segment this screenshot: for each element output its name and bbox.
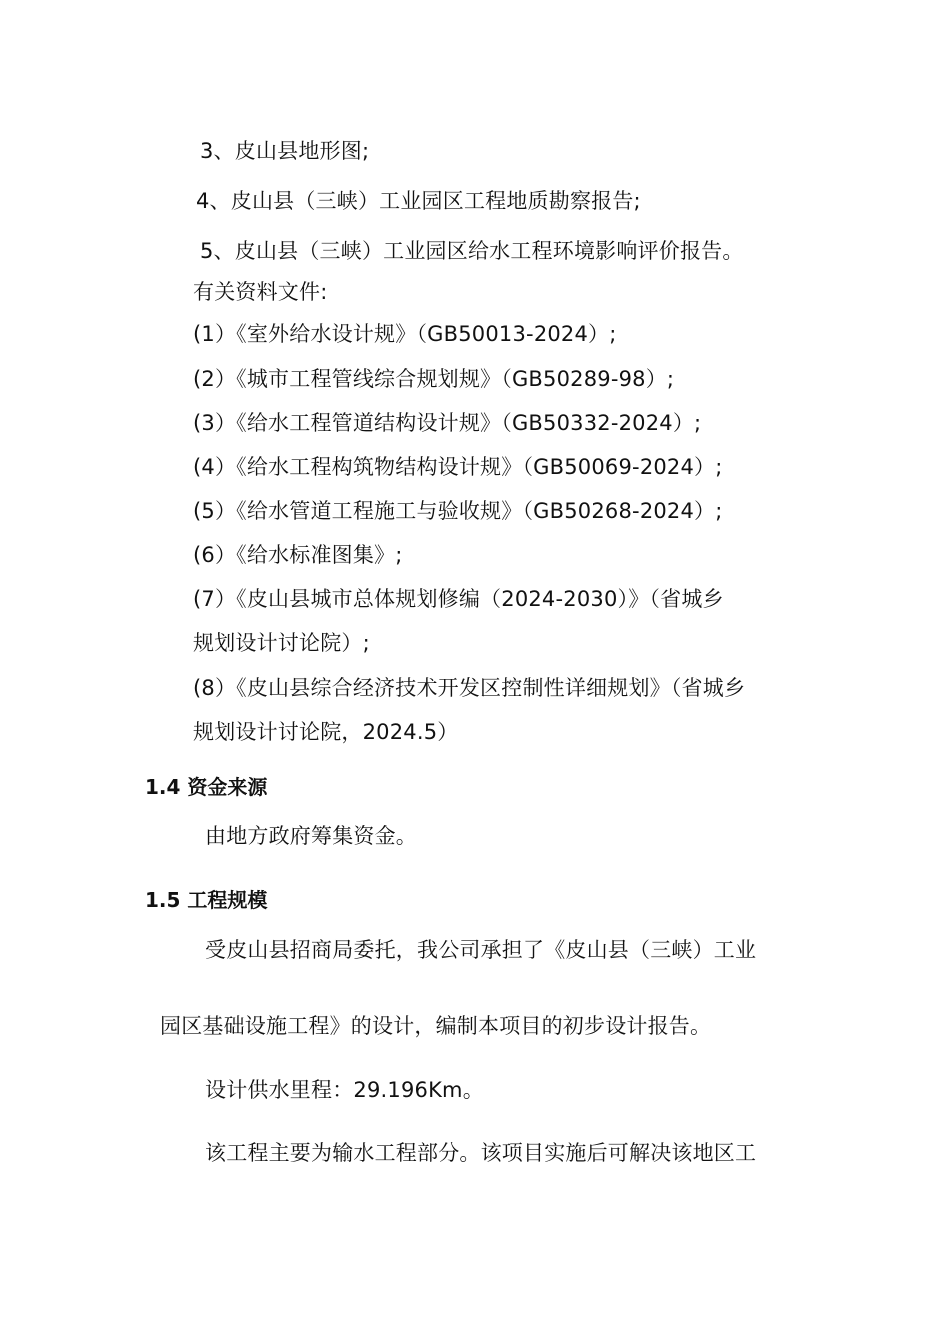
section-heading-funding: 1.4 资金来源 xyxy=(145,775,268,799)
reference-entry: (2）《城市工程管线综合规划规》（GB50289-98）; xyxy=(193,367,675,391)
related-documents-label: 有关资料文件: xyxy=(193,280,328,304)
reference-entry: (6）《给水标准图集》; xyxy=(193,543,403,567)
funding-text: 由地方政府筹集资金。 xyxy=(205,824,417,848)
reference-item-4: 4、皮山县（三峡）工业园区工程地质勘察报告; xyxy=(196,189,641,213)
supply-mileage-text: 设计供水里程：29.196Km。 xyxy=(205,1078,484,1102)
reference-item-3: 3、皮山县地形图; xyxy=(200,139,370,163)
project-description-text: 该工程主要为输水工程部分。该项目实施后可解决该地区工 xyxy=(205,1141,757,1165)
reference-entry-continuation: 规划设计讨论院，2024.5） xyxy=(193,720,459,744)
reference-entry: (5）《给水管道工程施工与验收规》（GB50268-2024）; xyxy=(193,499,723,523)
reference-entry: (8）《皮山县综合经济技术开发区控制性详细规划》（省城乡 xyxy=(193,676,746,700)
reference-entry: (3）《给水工程管道结构设计规》（GB50332-2024）; xyxy=(193,411,702,435)
scale-paragraph-line: 受皮山县招商局委托，我公司承担了《皮山县（三峡）工业 xyxy=(205,938,757,962)
reference-entry-continuation: 规划设计讨论院）; xyxy=(193,631,370,655)
reference-entry: (4）《给水工程构筑物结构设计规》（GB50069-2024）; xyxy=(193,455,723,479)
reference-item-5: 5、皮山县（三峡）工业园区给水工程环境影响评价报告。 xyxy=(200,239,744,263)
reference-entry: (7）《皮山县城市总体规划修编（2024-2030）》（省城乡 xyxy=(193,587,724,611)
scale-paragraph-line: 园区基础设施工程》的设计，编制本项目的初步设计报告。 xyxy=(160,1014,712,1038)
section-heading-scale: 1.5 工程规模 xyxy=(145,888,268,912)
reference-entry: (1）《室外给水设计规》（GB50013-2024）; xyxy=(193,322,617,346)
